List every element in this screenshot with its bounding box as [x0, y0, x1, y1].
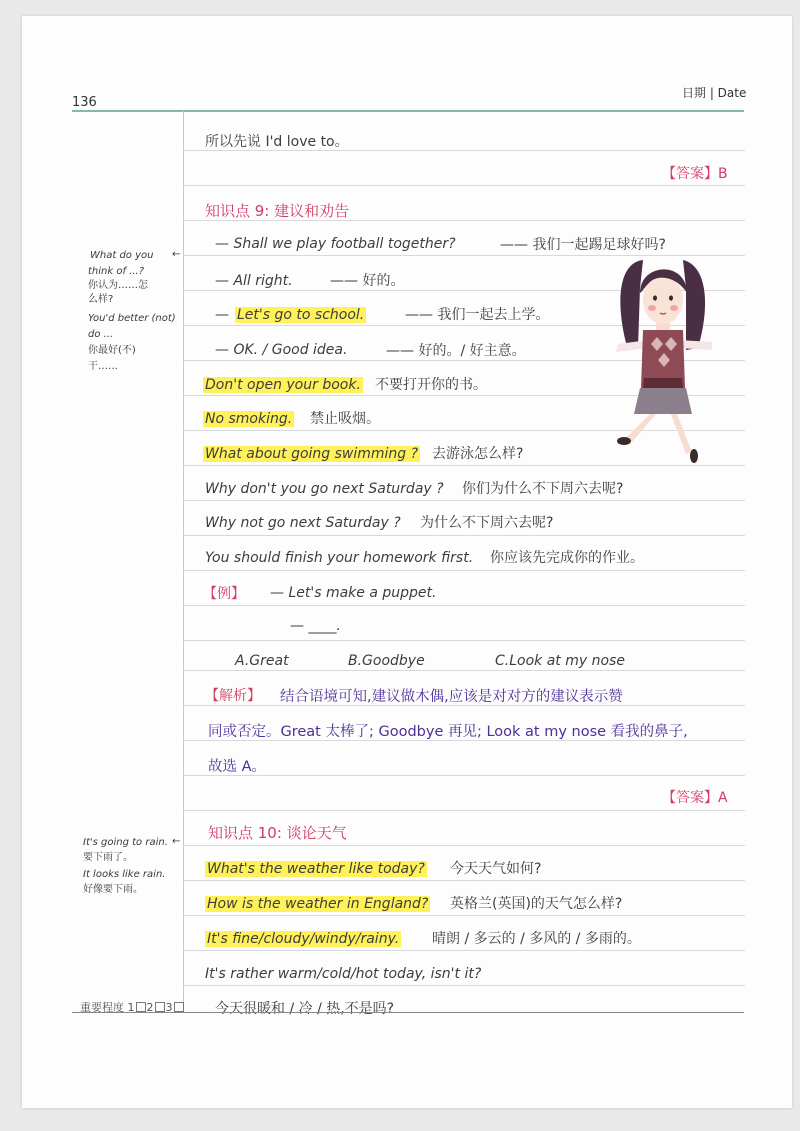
side-note-line: 你最好(不)	[88, 345, 136, 356]
side-note-line: What do you	[90, 250, 154, 261]
side-note-line: 要下雨了。	[83, 852, 133, 863]
phrase-en-highlighted: What about going swimming ?	[205, 446, 419, 462]
checkbox-icon[interactable]	[136, 1002, 146, 1012]
weather-phrase-en: It's rather warm/cold/hot today, isn't it?	[205, 966, 482, 982]
explanation-label: 【解析】	[205, 688, 261, 704]
option-c: C.Look at my nose	[495, 653, 625, 669]
weather-phrase-cn: 晴朗 / 多云的 / 多风的 / 多雨的。	[432, 931, 641, 947]
phrase-cn: 禁止吸烟。	[310, 411, 380, 427]
date-label: 日期 | Date	[682, 86, 747, 100]
dialogue-cn: —— 我们一起去上学。	[405, 307, 550, 323]
side-note-line: 好像要下雨。	[83, 884, 143, 895]
side-note-line: 么样?	[88, 294, 114, 305]
margin-line	[183, 111, 184, 1011]
dialogue-en-highlighted: Let's go to school.	[237, 307, 365, 323]
dialogue-en: — Shall we play football together?	[215, 236, 456, 252]
side-note-line: It's going to rain.	[83, 837, 168, 848]
section-heading: 知识点 10: 谈论天气	[208, 824, 347, 842]
weather-phrase-cn: 英格兰(英国)的天气怎么样?	[450, 896, 623, 912]
weather-phrase-cn: 今天很暖和 / 冷 / 热,不是吗?	[215, 1001, 395, 1017]
phrase-en-highlighted: Don't open your book.	[205, 377, 361, 393]
side-note-line: It looks like rain.	[83, 869, 166, 880]
phrase-en: You should finish your homework first.	[205, 550, 474, 566]
weather-phrase-en-highlighted: How is the weather in England?	[207, 896, 429, 912]
importance-level-1: 1	[127, 1001, 135, 1014]
explanation-text: 结合语境可知,建议做木偶,应该是对对方的建议表示赞	[280, 689, 623, 705]
weather-phrase-cn: 今天天气如何?	[450, 861, 542, 877]
girl-illustration	[588, 248, 738, 470]
weather-phrase-en-highlighted: What's the weather like today?	[207, 861, 425, 877]
importance-level-3: 3	[165, 1001, 173, 1014]
page-number: 136	[72, 95, 97, 110]
dialogue-en: — All right.	[215, 273, 293, 289]
example-question: — Let's make a puppet.	[270, 585, 437, 601]
side-note-line: 你认为……怎	[88, 280, 148, 291]
example-label: 【例】	[203, 586, 245, 602]
dialogue-cn: —— 好的。	[330, 273, 405, 289]
phrase-cn: 你们为什么不下周六去呢?	[462, 481, 624, 497]
importance-rating	[80, 999, 185, 1015]
dialogue-dash: —	[215, 307, 229, 323]
checkbox-icon[interactable]	[174, 1002, 184, 1012]
side-note-line: 干……	[88, 361, 118, 372]
phrase-cn: 不要打开你的书。	[375, 377, 487, 393]
importance-label: 重要程度	[80, 1001, 124, 1014]
arrow-left-icon: ←	[172, 836, 181, 847]
arrow-left-icon: ←	[172, 249, 181, 260]
option-b: B.Goodbye	[348, 653, 425, 669]
side-note-line: do ...	[88, 329, 114, 340]
explanation-text: 同或否定。Great 太棒了; Goodbye 再见; Look at my nose 看我的鼻子,	[208, 724, 688, 740]
side-note-line: You'd better (not)	[88, 313, 176, 324]
weather-phrase-en-highlighted: It's fine/cloudy/windy/rainy.	[207, 931, 400, 947]
phrase-cn: 你应该先完成你的作业。	[490, 550, 644, 566]
phrase-en: Why not go next Saturday ?	[205, 515, 401, 531]
example-blank: — ____.	[290, 618, 341, 634]
option-a: A.Great	[235, 653, 289, 669]
phrase-cn: 为什么不下周六去呢?	[420, 515, 554, 531]
phrase-en: Why don't you go next Saturday ?	[205, 481, 444, 497]
dialogue-cn: —— 我们一起踢足球好吗?	[500, 237, 666, 253]
header-rule	[72, 110, 744, 112]
importance-level-2: 2	[146, 1001, 154, 1014]
phrase-cn: 去游泳怎么样?	[432, 446, 524, 462]
answer-label: 【答案】A	[662, 790, 728, 806]
side-note-line: think of ...?	[88, 266, 145, 277]
dialogue-cn: —— 好的。/ 好主意。	[386, 343, 526, 359]
phrase-en-highlighted: No smoking.	[205, 411, 293, 427]
answer-label: 【答案】B	[662, 166, 728, 182]
text-line: 所以先说 I'd love to。	[205, 134, 349, 150]
dialogue-en: — OK. / Good idea.	[215, 342, 348, 358]
checkbox-icon[interactable]	[155, 1002, 165, 1012]
section-heading: 知识点 9: 建议和劝告	[205, 202, 350, 220]
explanation-text: 故选 A。	[208, 759, 267, 775]
